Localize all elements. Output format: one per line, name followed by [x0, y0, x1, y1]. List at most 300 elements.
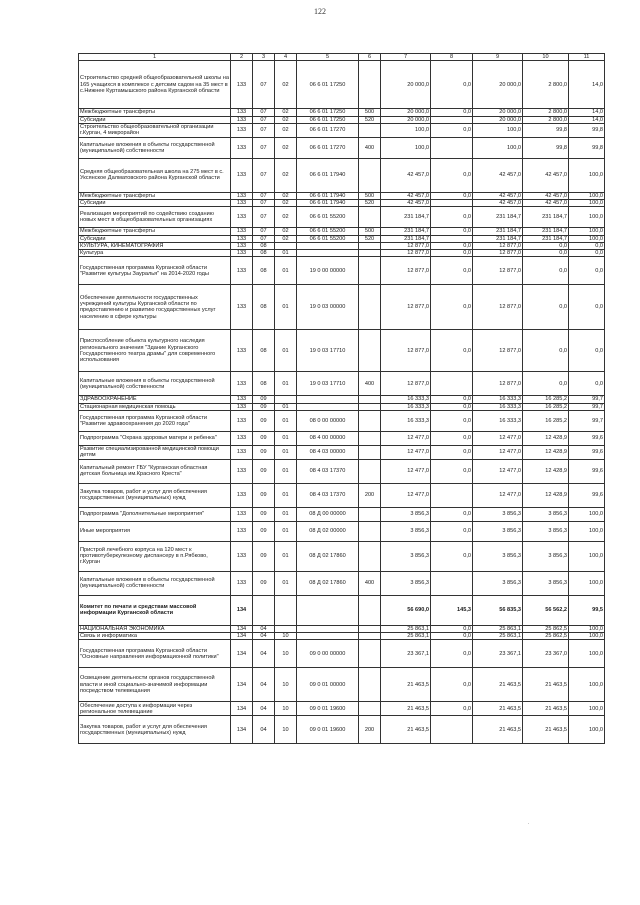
table-cell-col-2: 133 — [231, 571, 253, 595]
table-row — [79, 137, 605, 158]
table-cell-col-11: 100,0 — [569, 228, 605, 235]
table-cell-col-10: 12 428,9 — [523, 445, 569, 459]
table-cell-col-1: Государственная программа Курганской области "Развитие здравоохранения до 2020 года" — [79, 410, 231, 431]
table-cell-col-4: 01 — [275, 521, 297, 541]
table-cell-col-9: 20 000,0 — [473, 116, 523, 123]
table-cell-col-8: 0,0 — [431, 431, 473, 445]
table-cell-col-11: 100,0 — [569, 571, 605, 595]
table-cell-col-3: 07 — [253, 109, 275, 116]
table-cell-col-7: 100,0 — [381, 137, 431, 158]
table-cell-col-11: 100,0 — [569, 158, 605, 192]
table-cell-col-6 — [359, 410, 381, 431]
table-cell-col-3: 07 — [253, 192, 275, 199]
table-cell-col-6: 520 — [359, 116, 381, 123]
table-cell-col-2: 134 — [231, 633, 253, 640]
table-cell-col-6 — [359, 396, 381, 403]
table-cell-col-2: 133 — [231, 396, 253, 403]
table-cell-col-5: 09 0 01 19600 — [297, 716, 359, 744]
table-cell-col-10: 16 285,2 — [523, 410, 569, 431]
table-cell-col-3: 08 — [253, 257, 275, 285]
table-cell-col-11: 14,0 — [569, 61, 605, 109]
table-row — [79, 716, 605, 744]
table-cell-col-7: 100,0 — [381, 123, 431, 137]
table-cell-col-10: 2 800,0 — [523, 116, 569, 123]
table-body — [79, 61, 605, 744]
table-cell-col-5 — [297, 595, 359, 625]
table-cell-col-8: 0,0 — [431, 192, 473, 199]
table-cell-col-5: 08 4 03 17370 — [297, 483, 359, 507]
table-cell-col-5: 09 0 01 19600 — [297, 702, 359, 716]
table-cell-col-10: 23 367,0 — [523, 640, 569, 668]
table-cell-col-6 — [359, 507, 381, 521]
table-cell-col-1: Освещение деятельности органов государственной власти и иной социально-значимой информации посредством телевещания — [79, 668, 231, 702]
table-cell-col-8: 0,0 — [431, 396, 473, 403]
table-cell-col-5: 06 6 01 17250 — [297, 61, 359, 109]
table-cell-col-7: 231 184,7 — [381, 235, 431, 242]
table-cell-col-11: 0,0 — [569, 330, 605, 372]
table-row — [79, 109, 605, 116]
table-cell-col-3: 09 — [253, 459, 275, 483]
table-cell-col-10: 0,0 — [523, 372, 569, 396]
table-cell-col-9: 12 877,0 — [473, 285, 523, 330]
column-header-1: 1 — [79, 54, 231, 61]
table-cell-col-4 — [275, 595, 297, 625]
table-cell-col-10: 2 800,0 — [523, 109, 569, 116]
table-cell-col-1: Капитальный ремонт ГБУ "Курганская областная детская больница им.Красного Креста" — [79, 459, 231, 483]
table-row — [79, 702, 605, 716]
table-cell-col-2: 133 — [231, 459, 253, 483]
table-row — [79, 372, 605, 396]
table-cell-col-7: 25 863,1 — [381, 625, 431, 632]
table-cell-col-4 — [275, 396, 297, 403]
table-cell-col-9: 21 463,5 — [473, 668, 523, 702]
table-cell-col-7: 12 877,0 — [381, 250, 431, 257]
table-cell-col-5 — [297, 250, 359, 257]
table-cell-col-3: 07 — [253, 235, 275, 242]
table-cell-col-8 — [431, 483, 473, 507]
table-cell-col-8: 0,0 — [431, 507, 473, 521]
table-cell-col-3: 04 — [253, 668, 275, 702]
table-cell-col-9: 231 184,7 — [473, 207, 523, 228]
table-cell-col-4: 02 — [275, 61, 297, 109]
table-row — [79, 541, 605, 571]
table-cell-col-5: 08 4 03 00000 — [297, 445, 359, 459]
table-cell-col-1: ЗДРАВООХРАНЕНИЕ — [79, 396, 231, 403]
table-cell-col-6 — [359, 207, 381, 228]
table-cell-col-10: 231 184,7 — [523, 235, 569, 242]
table-row — [79, 235, 605, 242]
table-cell-col-5: 06 6 01 17250 — [297, 109, 359, 116]
table-cell-col-10: 0,0 — [523, 257, 569, 285]
table-cell-col-1: Комитет по печати и средствам массовой информации Курганской области — [79, 595, 231, 625]
table-cell-col-8: 0,0 — [431, 521, 473, 541]
column-header-7: 7 — [381, 54, 431, 61]
table-cell-col-8 — [431, 200, 473, 207]
table-cell-col-4: 01 — [275, 403, 297, 410]
table-cell-col-5: 08 4 00 00000 — [297, 431, 359, 445]
table-cell-col-9: 100,0 — [473, 137, 523, 158]
table-cell-col-11: 100,0 — [569, 200, 605, 207]
table-cell-col-4: 10 — [275, 668, 297, 702]
table-cell-col-10: 99,8 — [523, 137, 569, 158]
table-cell-col-10: 16 285,2 — [523, 396, 569, 403]
table-cell-col-11: 0,0 — [569, 372, 605, 396]
table-cell-col-10: 25 862,5 — [523, 625, 569, 632]
table-cell-col-1: КУЛЬТУРА, КИНЕМАТОГРАФИЯ — [79, 242, 231, 249]
table-cell-col-10: 25 862,5 — [523, 633, 569, 640]
table-cell-col-7: 12 877,0 — [381, 242, 431, 249]
table-header-row — [79, 54, 605, 61]
table-cell-col-6 — [359, 633, 381, 640]
table-cell-col-4: 10 — [275, 702, 297, 716]
table-cell-col-1: Обеспечение деятельности государственных учреждений культуры Курганской области по предоставлению и развитию государственных услуг населению в сфере культуры — [79, 285, 231, 330]
table-cell-col-1: Подпрограмма "Дополнительные мероприятия" — [79, 507, 231, 521]
table-cell-col-1: Связь и информатика — [79, 633, 231, 640]
table-cell-col-8: 0,0 — [431, 330, 473, 372]
table-cell-col-7: 20 000,0 — [381, 109, 431, 116]
table-cell-col-10: 12 428,9 — [523, 431, 569, 445]
table-cell-col-3: 07 — [253, 123, 275, 137]
table-cell-col-10: 42 457,0 — [523, 200, 569, 207]
table-cell-col-1: Капитальные вложения в объекты государственной (муниципальной) собственности — [79, 571, 231, 595]
table-cell-col-7: 12 477,0 — [381, 459, 431, 483]
table-cell-col-6 — [359, 459, 381, 483]
table-cell-col-1: Межбюджетные трансферты — [79, 109, 231, 116]
table-cell-col-1: Государственная программа Курганской области "Основные направления информационной политики" — [79, 640, 231, 668]
table-row — [79, 330, 605, 372]
table-cell-col-6 — [359, 668, 381, 702]
table-cell-col-4: 01 — [275, 257, 297, 285]
table-cell-col-4: 02 — [275, 235, 297, 242]
table-cell-col-4: 01 — [275, 507, 297, 521]
table-cell-col-5: 08 0 00 00000 — [297, 410, 359, 431]
table-cell-col-9: 12 477,0 — [473, 459, 523, 483]
table-cell-col-5: 06 6 01 17940 — [297, 158, 359, 192]
table-cell-col-8: 145,3 — [431, 595, 473, 625]
table-cell-col-10: 0,0 — [523, 330, 569, 372]
table-cell-col-8 — [431, 235, 473, 242]
table-cell-col-3: 04 — [253, 640, 275, 668]
table-cell-col-5: 08 Д 02 17860 — [297, 541, 359, 571]
table-cell-col-7: 21 463,5 — [381, 668, 431, 702]
table-cell-col-11: 99,7 — [569, 410, 605, 431]
table-cell-col-5 — [297, 633, 359, 640]
table-cell-col-2: 133 — [231, 330, 253, 372]
table-cell-col-2: 133 — [231, 116, 253, 123]
table-cell-col-9: 231 184,7 — [473, 235, 523, 242]
table-row — [79, 410, 605, 431]
table-cell-col-6 — [359, 445, 381, 459]
table-cell-col-5: 08 Д 00 00000 — [297, 507, 359, 521]
table-cell-col-8: 0,0 — [431, 633, 473, 640]
table-cell-col-8 — [431, 571, 473, 595]
table-cell-col-8: 0,0 — [431, 410, 473, 431]
table-cell-col-1: Закупка товаров, работ и услуг для обеспечения государственных (муниципальных) нужд — [79, 716, 231, 744]
table-cell-col-2: 133 — [231, 431, 253, 445]
table-cell-col-2: 133 — [231, 200, 253, 207]
table-cell-col-4: 01 — [275, 541, 297, 571]
table-cell-col-9: 231 184,7 — [473, 228, 523, 235]
table-cell-col-1: Межбюджетные трансферты — [79, 192, 231, 199]
table-cell-col-8: 0,0 — [431, 640, 473, 668]
table-cell-col-6 — [359, 403, 381, 410]
table-cell-col-3: 09 — [253, 571, 275, 595]
table-cell-col-11: 100,0 — [569, 716, 605, 744]
table-cell-col-5 — [297, 242, 359, 249]
table-cell-col-11: 99,6 — [569, 483, 605, 507]
table-cell-col-2: 133 — [231, 257, 253, 285]
table-cell-col-3: 08 — [253, 242, 275, 249]
table-cell-col-5 — [297, 625, 359, 632]
table-cell-col-10: 0,0 — [523, 242, 569, 249]
table-cell-col-6: 400 — [359, 137, 381, 158]
table-cell-col-6 — [359, 123, 381, 137]
table-cell-col-9: 12 877,0 — [473, 372, 523, 396]
table-cell-col-5 — [297, 396, 359, 403]
table-cell-col-10: 12 428,9 — [523, 483, 569, 507]
table-cell-col-11: 100,0 — [569, 207, 605, 228]
table-row — [79, 285, 605, 330]
table-row — [79, 200, 605, 207]
table-cell-col-11: 99,5 — [569, 595, 605, 625]
table-cell-col-11: 99,6 — [569, 445, 605, 459]
table-cell-col-1: Государственная программа Курганской области "Развитие культуры Зауралья" на 2014-2020 годы — [79, 257, 231, 285]
table-cell-col-4: 10 — [275, 640, 297, 668]
table-cell-col-7: 12 877,0 — [381, 372, 431, 396]
table-cell-col-8: 0,0 — [431, 459, 473, 483]
table-row — [79, 242, 605, 249]
table-cell-col-1: Приспособление объекта культурного наследия регионального значения "Здание Курганского Государственного театра драмы" для современного использования — [79, 330, 231, 372]
table-cell-col-3: 07 — [253, 137, 275, 158]
table-cell-col-3: 09 — [253, 410, 275, 431]
table-cell-col-6 — [359, 625, 381, 632]
table-cell-col-9: 25 863,1 — [473, 633, 523, 640]
table-cell-col-5: 09 0 00 00000 — [297, 640, 359, 668]
table-cell-col-8: 0,0 — [431, 403, 473, 410]
table-cell-col-3 — [253, 595, 275, 625]
table-cell-col-5: 06 6 01 17270 — [297, 137, 359, 158]
table-cell-col-5: 19 0 00 00000 — [297, 257, 359, 285]
table-cell-col-9: 3 856,3 — [473, 541, 523, 571]
table-row — [79, 192, 605, 199]
table-cell-col-6 — [359, 521, 381, 541]
table-cell-col-10: 3 856,3 — [523, 521, 569, 541]
table-cell-col-2: 133 — [231, 250, 253, 257]
table-cell-col-7: 21 463,5 — [381, 716, 431, 744]
table-cell-col-9: 42 457,0 — [473, 200, 523, 207]
column-header-10: 10 — [523, 54, 569, 61]
table-cell-col-7: 20 000,0 — [381, 116, 431, 123]
table-cell-col-8: 0,0 — [431, 158, 473, 192]
table-row — [79, 207, 605, 228]
table-cell-col-11: 100,0 — [569, 521, 605, 541]
table-cell-col-1: Субсидии — [79, 200, 231, 207]
column-header-3: 3 — [253, 54, 275, 61]
table-cell-col-2: 133 — [231, 207, 253, 228]
table-cell-col-8: 0,0 — [431, 625, 473, 632]
table-cell-col-9: 21 463,5 — [473, 702, 523, 716]
table-cell-col-8 — [431, 137, 473, 158]
table-cell-col-4: 02 — [275, 137, 297, 158]
table-row — [79, 507, 605, 521]
table-cell-col-2: 133 — [231, 158, 253, 192]
table-cell-col-5: 06 6 01 55200 — [297, 228, 359, 235]
table-cell-col-3: 09 — [253, 431, 275, 445]
table-cell-col-2: 133 — [231, 228, 253, 235]
table-cell-col-9: 12 477,0 — [473, 445, 523, 459]
table-cell-col-6 — [359, 242, 381, 249]
table-cell-col-2: 133 — [231, 483, 253, 507]
table-cell-col-6: 520 — [359, 235, 381, 242]
table-cell-col-8: 0,0 — [431, 702, 473, 716]
table-cell-col-10: 3 856,3 — [523, 571, 569, 595]
table-row — [79, 403, 605, 410]
table-cell-col-7: 3 856,3 — [381, 571, 431, 595]
table-cell-col-8: 0,0 — [431, 285, 473, 330]
column-header-5: 5 — [297, 54, 359, 61]
table-cell-col-4: 01 — [275, 445, 297, 459]
table-cell-col-11: 0,0 — [569, 242, 605, 249]
table-row — [79, 640, 605, 668]
table-cell-col-7: 21 463,5 — [381, 702, 431, 716]
table-cell-col-8: 0,0 — [431, 242, 473, 249]
margin-mark: . — [528, 820, 530, 826]
table-cell-col-4: 02 — [275, 116, 297, 123]
table-cell-col-5: 08 Д 02 00000 — [297, 521, 359, 541]
table-cell-col-7: 16 333,3 — [381, 410, 431, 431]
table-cell-col-8: 0,0 — [431, 123, 473, 137]
table-cell-col-4: 01 — [275, 285, 297, 330]
table-row — [79, 633, 605, 640]
table-row — [79, 483, 605, 507]
table-cell-col-5: 19 0 03 17710 — [297, 330, 359, 372]
table-cell-col-6 — [359, 61, 381, 109]
table-cell-col-8: 0,0 — [431, 61, 473, 109]
table-cell-col-9: 12 477,0 — [473, 431, 523, 445]
table-row — [79, 396, 605, 403]
table-cell-col-11: 99,6 — [569, 431, 605, 445]
table-cell-col-9: 3 856,3 — [473, 521, 523, 541]
table-cell-col-1: Культура — [79, 250, 231, 257]
table-cell-col-11: 100,0 — [569, 633, 605, 640]
table-cell-col-1: Реализация мероприятий по содействию созданию новых мест в общеобразовательных организациях — [79, 207, 231, 228]
table-cell-col-9: 16 333,3 — [473, 410, 523, 431]
table-cell-col-8 — [431, 372, 473, 396]
table-cell-col-4: 01 — [275, 459, 297, 483]
table-cell-col-2: 133 — [231, 507, 253, 521]
table-cell-col-7: 3 856,3 — [381, 541, 431, 571]
table-cell-col-3: 09 — [253, 541, 275, 571]
table-cell-col-2: 134 — [231, 625, 253, 632]
column-header-6: 6 — [359, 54, 381, 61]
table-cell-col-6 — [359, 640, 381, 668]
table-cell-col-5: 06 6 01 55200 — [297, 235, 359, 242]
table-cell-col-5: 08 4 03 17370 — [297, 459, 359, 483]
table-cell-col-1: Межбюджетные трансферты — [79, 228, 231, 235]
table-row — [79, 521, 605, 541]
table-cell-col-6: 200 — [359, 716, 381, 744]
table-cell-col-8: 0,0 — [431, 207, 473, 228]
table-cell-col-3: 09 — [253, 403, 275, 410]
table-cell-col-9: 12 877,0 — [473, 242, 523, 249]
table-cell-col-4: 01 — [275, 483, 297, 507]
table-cell-col-1: Строительство средней общеобразовательной школы на 165 учащихся в комплексе с детским садом на 35 мест в с.Нижнее Куртамышского района Курганской области — [79, 61, 231, 109]
table-cell-col-1: Закупка товаров, работ и услуг для обеспечения государственных (муниципальных) нужд — [79, 483, 231, 507]
column-header-2: 2 — [231, 54, 253, 61]
table-cell-col-3: 04 — [253, 702, 275, 716]
table-cell-col-4: 01 — [275, 330, 297, 372]
table-cell-col-10: 231 184,7 — [523, 228, 569, 235]
table-row — [79, 257, 605, 285]
table-cell-col-11: 0,0 — [569, 250, 605, 257]
table-cell-col-3: 07 — [253, 200, 275, 207]
table-cell-col-11: 99,7 — [569, 403, 605, 410]
table-cell-col-5: 19 0 03 17710 — [297, 372, 359, 396]
table-cell-col-8: 0,0 — [431, 109, 473, 116]
table-cell-col-9: 16 333,3 — [473, 403, 523, 410]
table-cell-col-2: 134 — [231, 702, 253, 716]
table-cell-col-6 — [359, 257, 381, 285]
table-cell-col-9: 23 367,1 — [473, 640, 523, 668]
table-cell-col-11: 100,0 — [569, 235, 605, 242]
table-cell-col-10: 21 463,5 — [523, 716, 569, 744]
table-cell-col-2: 134 — [231, 595, 253, 625]
table-cell-col-8: 0,0 — [431, 445, 473, 459]
table-cell-col-2: 133 — [231, 521, 253, 541]
table-cell-col-2: 133 — [231, 235, 253, 242]
table-row — [79, 116, 605, 123]
table-cell-col-8 — [431, 716, 473, 744]
table-cell-col-9: 42 457,0 — [473, 158, 523, 192]
table-cell-col-3: 09 — [253, 483, 275, 507]
table-cell-col-1: Капитальные вложения в объекты государственной (муниципальной) собственности — [79, 372, 231, 396]
budget-table — [78, 53, 605, 744]
table-cell-col-11: 100,0 — [569, 541, 605, 571]
table-cell-col-9: 12 477,0 — [473, 483, 523, 507]
table-cell-col-6 — [359, 431, 381, 445]
table-cell-col-3: 07 — [253, 116, 275, 123]
table-row — [79, 123, 605, 137]
table-cell-col-11: 99,7 — [569, 396, 605, 403]
table-cell-col-10: 3 856,3 — [523, 541, 569, 571]
table-cell-col-9: 21 463,5 — [473, 716, 523, 744]
table-cell-col-4: 01 — [275, 431, 297, 445]
table-cell-col-2: 133 — [231, 372, 253, 396]
column-header-8: 8 — [431, 54, 473, 61]
table-cell-col-11: 14,0 — [569, 109, 605, 116]
table-cell-col-6 — [359, 541, 381, 571]
table-cell-col-6: 500 — [359, 109, 381, 116]
table-cell-col-1: Обеспечение доступа к информации через региональное телевещание — [79, 702, 231, 716]
table-cell-col-11: 99,8 — [569, 123, 605, 137]
table-cell-col-10: 16 285,2 — [523, 403, 569, 410]
table-cell-col-10: 21 463,5 — [523, 668, 569, 702]
table-cell-col-3: 07 — [253, 61, 275, 109]
table-cell-col-10: 21 463,5 — [523, 702, 569, 716]
table-cell-col-3: 07 — [253, 158, 275, 192]
table-cell-col-7: 12 877,0 — [381, 330, 431, 372]
table-cell-col-6 — [359, 330, 381, 372]
table-cell-col-9: 20 000,0 — [473, 109, 523, 116]
table-cell-col-1: Средняя общеобразовательная школа на 275 мест в с. Уксянское Далматовского района Курганской области — [79, 158, 231, 192]
table-cell-col-9: 20 000,0 — [473, 61, 523, 109]
table-cell-col-3: 09 — [253, 521, 275, 541]
table-cell-col-9: 3 856,3 — [473, 571, 523, 595]
table-cell-col-4: 10 — [275, 716, 297, 744]
table-cell-col-9: 16 333,3 — [473, 396, 523, 403]
table-cell-col-1: Подпрограмма "Охрана здоровья матери и ребенка" — [79, 431, 231, 445]
table-cell-col-2: 134 — [231, 716, 253, 744]
